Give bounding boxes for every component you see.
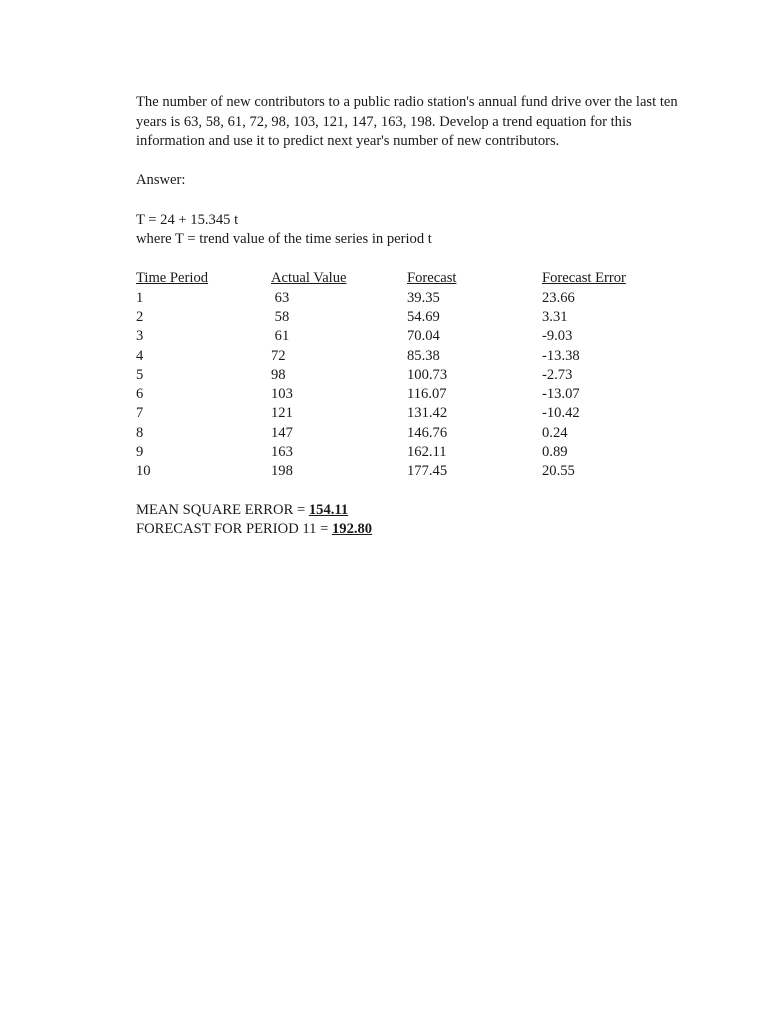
table-body: [136, 289, 696, 482]
cell-actual-value: 103: [271, 386, 293, 403]
cell-forecast-error: -2.73: [542, 366, 573, 383]
cell-actual-value: 58: [271, 308, 290, 325]
cell-forecast-error: 23.66: [542, 289, 575, 306]
header-forecast: Forecast: [407, 270, 457, 287]
table-row: [136, 289, 696, 308]
cell-forecast-error: -9.03: [542, 328, 573, 345]
cell-forecast-error: 0.24: [542, 424, 568, 441]
cell-forecast: 131.42: [407, 405, 448, 422]
table-row: [136, 347, 696, 366]
forecast-table: [136, 269, 696, 481]
cell-actual-value: 121: [271, 405, 293, 422]
forecast-line: [136, 520, 696, 540]
cell-forecast-error: 20.55: [542, 463, 575, 480]
cell-time-period: 3: [136, 328, 144, 345]
cell-forecast: 177.45: [407, 463, 448, 480]
table-row: [136, 366, 696, 385]
cell-actual-value: 198: [271, 463, 293, 480]
cell-forecast: 162.11: [407, 444, 447, 461]
trend-equation: T = 24 + 15.345 t: [136, 211, 239, 228]
cell-forecast-error: -13.38: [542, 347, 580, 364]
mse-label: MEAN SQUARE ERROR =: [136, 501, 309, 518]
table-row: [136, 443, 696, 462]
cell-time-period: 9: [136, 444, 144, 461]
cell-forecast: 100.73: [407, 366, 448, 383]
spacer: [136, 250, 696, 270]
cell-actual-value: 163: [271, 444, 293, 461]
cell-forecast-error: -10.42: [542, 405, 580, 422]
table-row: [136, 308, 696, 327]
cell-time-period: 7: [136, 405, 144, 422]
cell-forecast: 85.38: [407, 347, 440, 364]
header-time-period: Time Period: [136, 270, 209, 287]
summary: [136, 501, 696, 540]
document-page: [136, 93, 696, 540]
cell-actual-value: 147: [271, 424, 293, 441]
question-text: The number of new contributors to a public radio station's annual fund drive over the last ten years is 63, 58, 61, 72, 98, 103, 121, 147, 163, 198. Develop a trend equation for this information and use it to predict next year's number of new contributors.: [136, 94, 678, 150]
cell-actual-value: 63: [271, 289, 290, 306]
spacer: [136, 191, 696, 211]
cell-actual-value: 72: [271, 347, 286, 364]
cell-forecast: 39.35: [407, 289, 440, 306]
table-row: [136, 385, 696, 404]
header-forecast-error: Forecast Error: [542, 270, 626, 287]
table-row: [136, 327, 696, 346]
cell-forecast-error: 3.31: [542, 308, 568, 325]
table-row: [136, 462, 696, 481]
cell-time-period: 5: [136, 366, 144, 383]
cell-time-period: 10: [136, 463, 151, 480]
spacer: [136, 152, 696, 172]
cell-actual-value: 61: [271, 328, 290, 345]
cell-time-period: 4: [136, 347, 144, 364]
cell-forecast: 116.07: [407, 386, 447, 403]
table-row: [136, 424, 696, 443]
table-header-row: [136, 269, 696, 288]
cell-actual-value: 98: [271, 366, 286, 383]
forecast-value: 192.80: [331, 521, 373, 538]
mse-value: 154.11: [308, 501, 349, 518]
table-row: [136, 404, 696, 423]
cell-time-period: 6: [136, 386, 144, 403]
cell-time-period: 2: [136, 308, 144, 325]
cell-forecast-error: -13.07: [542, 386, 580, 403]
cell-time-period: 1: [136, 289, 144, 306]
forecast-label: FORECAST FOR PERIOD 11 =: [136, 521, 332, 538]
mse-line: [136, 501, 696, 521]
cell-forecast-error: 0.89: [542, 444, 568, 461]
header-actual-value: Actual Value: [271, 270, 347, 287]
cell-forecast: 146.76: [407, 424, 448, 441]
equation-note: where T = trend value of the time series in period t: [136, 231, 432, 248]
cell-forecast: 70.04: [407, 328, 440, 345]
answer-label: Answer:: [136, 172, 186, 189]
cell-forecast: 54.69: [407, 308, 440, 325]
cell-time-period: 8: [136, 424, 144, 441]
